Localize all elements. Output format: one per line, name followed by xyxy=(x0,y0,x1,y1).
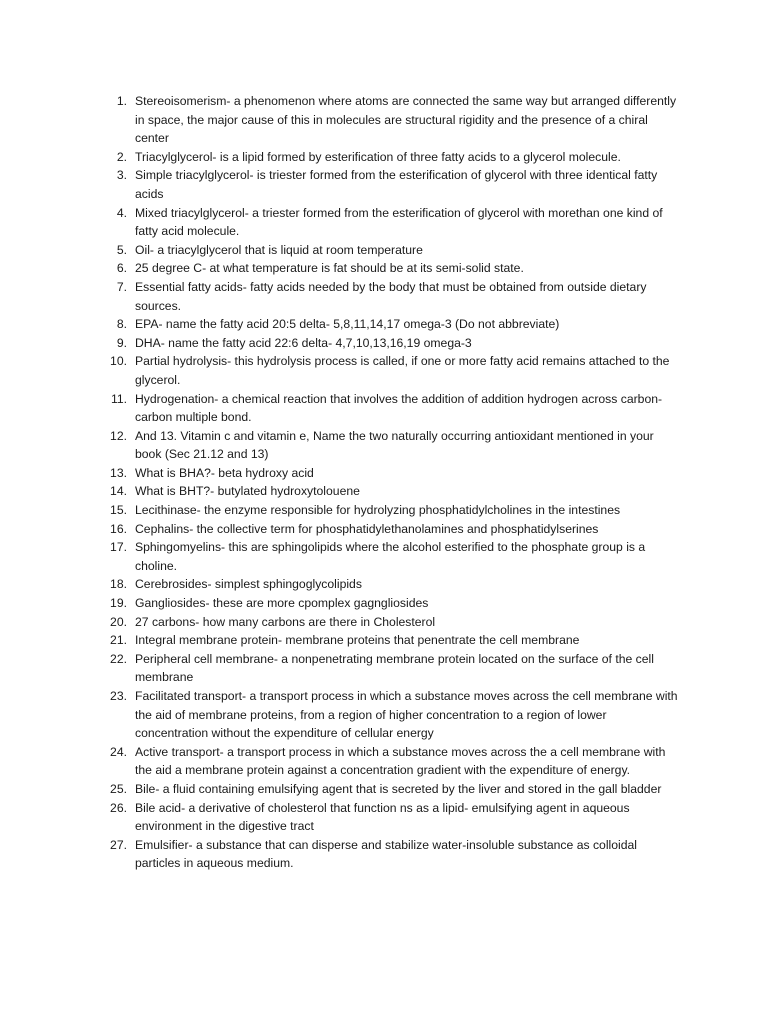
list-item xyxy=(102,352,682,389)
item-number: 3. xyxy=(116,168,127,183)
item-number: 27. xyxy=(110,837,127,852)
item-text: EPA- name the fatty acid 20:5 delta- 5,8,11,14,17 omega-3 (Do not abbreviate) xyxy=(135,317,560,332)
item-number: 2. xyxy=(116,149,127,164)
item-text: Mixed triacylglycerol- a triester formed from the esterification of glycerol with morethan one kind of fatty acid molecule. xyxy=(135,205,663,239)
item-text: Triacylglycerol- is a lipid formed by esterification of three fatty acids to a glycerol molecule. xyxy=(135,149,621,164)
item-text: Essential fatty acids- fatty acids needed by the body that must be obtained from outside dietary sources. xyxy=(135,279,647,313)
list-item xyxy=(102,259,682,278)
list-item xyxy=(102,687,682,743)
item-number: 24. xyxy=(110,744,127,759)
item-text: 25 degree C- at what temperature is fat should be at its semi-solid state. xyxy=(135,261,524,276)
list-item xyxy=(102,501,682,520)
item-number: 15. xyxy=(110,503,127,518)
list-item xyxy=(102,241,682,260)
item-text: Simple triacylglycerol- is triester formed from the esterification of glycerol with three identical fatty acids xyxy=(135,168,658,201)
item-text: Cephalins- the collective term for phosphatidylethanolamines and phosphatidylserines xyxy=(135,521,599,536)
item-text: Stereoisomerism- a phenomenon where atoms are connected the same way but arranged differently in space, the major cause of this in molecules are structural rigidity and the presence of a chiral center xyxy=(135,94,677,146)
item-text: Bile- a fluid containing emulsifying agent that is secreted by the liver and stored in the gall bladder xyxy=(135,781,662,796)
list-item xyxy=(102,482,682,501)
item-number: 7. xyxy=(116,279,127,294)
list-item xyxy=(102,780,682,799)
item-number: 22. xyxy=(110,651,127,666)
item-number: 9. xyxy=(116,335,127,350)
item-number: 18. xyxy=(110,577,127,592)
item-number: 8. xyxy=(116,317,127,332)
item-number: 21. xyxy=(110,633,127,648)
item-number: 16. xyxy=(110,521,127,536)
list-item xyxy=(102,92,682,148)
item-text: And 13. Vitamin c and vitamin e, Name the two naturally occurring antioxidant mentioned in your book (Sec 21.12 and 13) xyxy=(135,428,654,462)
item-number: 23. xyxy=(110,689,127,703)
item-text: Cerebrosides- simplest sphingoglycolipids xyxy=(135,577,362,592)
item-text: Active transport- a transport process in which a substance moves across the a cell membrane with the aid a membrane protein against a concentration gradient with the expenditure of energy. xyxy=(135,744,666,778)
list-item xyxy=(102,334,682,353)
list-item xyxy=(102,799,682,836)
list-item xyxy=(102,427,682,464)
list-item xyxy=(102,743,682,780)
list-item xyxy=(102,204,682,241)
list-item xyxy=(102,538,682,575)
item-text: What is BHT?- butylated hydroxytolouene xyxy=(135,484,360,499)
item-number: 19. xyxy=(110,596,127,611)
list-item xyxy=(102,631,682,650)
item-number: 20. xyxy=(110,614,127,629)
item-text: Emulsifier- a substance that can disperse and stabilize water-insoluble substance as colloidal particles in aqueous medium. xyxy=(135,837,637,871)
item-number: 5. xyxy=(116,242,127,257)
item-number: 1. xyxy=(116,94,127,108)
item-number: 12. xyxy=(110,428,127,443)
item-text: Hydrogenation- a chemical reaction that involves the addition of addition hydrogen across carbon-carbon multiple bond. xyxy=(135,391,663,425)
item-text: Partial hydrolysis- this hydrolysis process is called, if one or more fatty acid remains attached to the glycerol. xyxy=(135,354,670,387)
item-number: 10. xyxy=(110,354,127,369)
list-item xyxy=(102,520,682,539)
item-number: 13. xyxy=(110,465,127,480)
item-number: 17. xyxy=(110,540,127,555)
item-number: 4. xyxy=(116,205,127,220)
list-item xyxy=(102,315,682,334)
item-text: Integral membrane protein- membrane proteins that penentrate the cell membrane xyxy=(135,633,580,648)
list-item xyxy=(102,613,682,632)
list-item xyxy=(102,594,682,613)
item-text: Sphingomyelins- this are sphingolipids where the alcohol esterified to the phosphate group is a choline. xyxy=(135,540,646,573)
item-text: 27 carbons- how many carbons are there in Cholesterol xyxy=(135,614,436,629)
list-item xyxy=(102,390,682,427)
list-item xyxy=(102,166,682,203)
definitions-list xyxy=(102,92,682,873)
item-text: Gangliosides- these are more cpomplex gagngliosides xyxy=(135,596,429,611)
list-item xyxy=(102,464,682,483)
list-item xyxy=(102,575,682,594)
item-text: Oil- a triacylglycerol that is liquid at room temperature xyxy=(135,242,423,257)
list-item xyxy=(102,148,682,167)
item-number: 14. xyxy=(110,484,127,499)
item-number: 26. xyxy=(110,800,127,815)
item-number: 25. xyxy=(110,781,127,796)
list-item xyxy=(102,650,682,687)
item-text: Lecithinase- the enzyme responsible for hydrolyzing phosphatidylcholines in the intestines xyxy=(135,503,621,518)
item-text: Bile acid- a derivative of cholesterol that function ns as a lipid- emulsifying agent in aqueous environment in the digestive tract xyxy=(135,800,630,834)
item-text: DHA- name the fatty acid 22:6 delta- 4,7,10,13,16,19 omega-3 xyxy=(135,335,472,350)
item-text: Facilitated transport- a transport process in which a substance moves across the cell membrane with the aid of membrane proteins, from a region of higher concentration to a region of lower concentration without the expenditure of cellular energy xyxy=(135,689,678,741)
list-item xyxy=(102,836,682,873)
item-number: 11. xyxy=(110,391,127,406)
item-number: 6. xyxy=(116,261,127,276)
item-text: Peripheral cell membrane- a nonpenetrating membrane protein located on the surface of the cell membrane xyxy=(135,651,654,685)
item-text: What is BHA?- beta hydroxy acid xyxy=(135,465,314,480)
list-item xyxy=(102,278,682,315)
